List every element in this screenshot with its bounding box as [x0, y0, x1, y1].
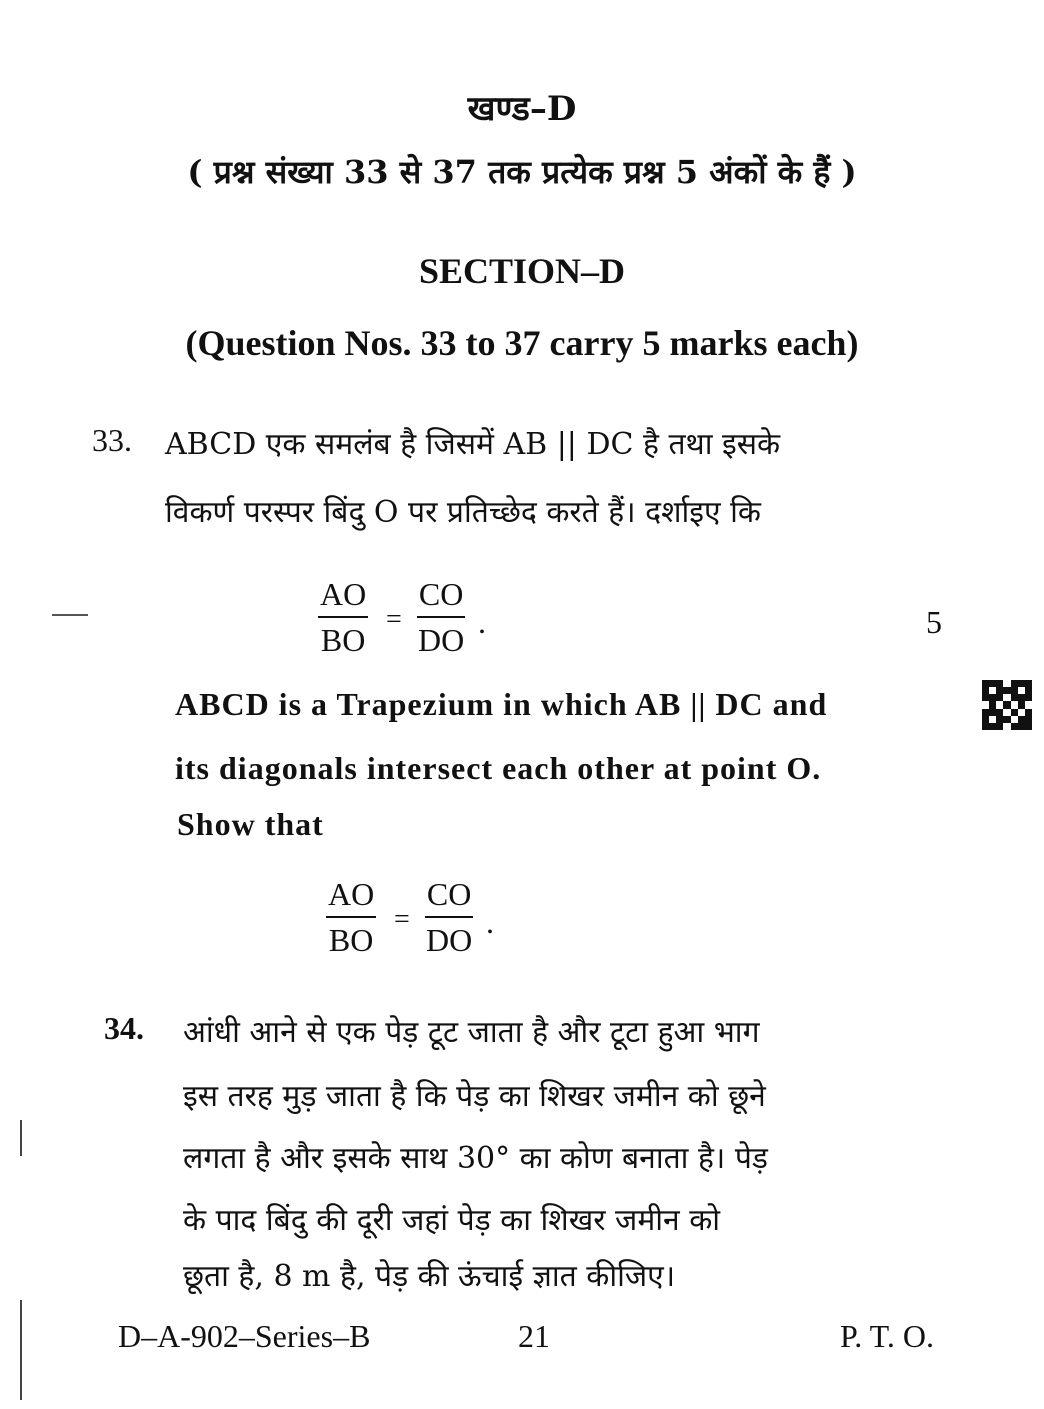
question-34-number: 34.	[104, 1010, 144, 1046]
fraction-numerator: CO	[425, 878, 473, 918]
question-34-line-4: के पाद बिंदु की दूरी जहां पेड़ का शिखर जमीन को	[183, 1203, 721, 1238]
question-34-line-3: लगता है और इसके साथ 30° का कोण बनाता है। पेड़	[183, 1141, 768, 1176]
fraction-numerator: AO	[326, 878, 376, 918]
fraction-denominator: BO	[320, 622, 366, 658]
fraction-denominator: DO	[418, 622, 465, 658]
page-number: 21	[518, 1318, 550, 1354]
question-33-number: 33.	[92, 422, 132, 458]
period: .	[478, 604, 486, 640]
fraction-co-do-english	[424, 878, 474, 956]
fraction-denominator: DO	[426, 922, 473, 958]
scan-margin-mark	[20, 1300, 22, 1400]
question-33-english-line-2: its diagonals intersect each other at point O.	[175, 750, 822, 786]
please-turn-over: P. T. O.	[840, 1318, 934, 1354]
fraction-ao-bo	[318, 578, 368, 656]
fraction-denominator: BO	[328, 922, 374, 958]
question-34-line-1: आंधी आने से एक पेड़ टूट जाता है और टूटा हुआ भाग	[183, 1015, 760, 1050]
question-33-hindi-line-1: ABCD एक समलंब है जिसमें AB || DC है तथा इसके	[165, 427, 781, 462]
equals-sign: =	[394, 904, 410, 935]
period: .	[486, 904, 494, 940]
section-subtitle-english: (Question Nos. 33 to 37 carry 5 marks each)	[185, 323, 859, 363]
section-title-hindi: खण्ड–D	[467, 89, 577, 129]
scan-stray-mark	[52, 614, 88, 616]
question-34-line-5: छूता है, 8 m है, पेड़ की ऊंचाई ज्ञात कीजिए।	[183, 1259, 676, 1294]
question-33-marks: 5	[926, 604, 942, 640]
section-title-english: SECTION–D	[418, 251, 626, 291]
scan-margin-mark	[20, 1120, 22, 1156]
question-33-english-line-3: Show that	[177, 806, 324, 842]
equals-sign: =	[386, 604, 402, 635]
section-subtitle-hindi: ( प्रश्न संख्या 33 से 37 तक प्रत्येक प्रश्न 5 अंकों के हैं )	[187, 153, 857, 191]
qr-code-icon	[982, 680, 1032, 730]
fraction-co-do	[416, 578, 466, 656]
question-33-hindi-line-2: विकर्ण परस्पर बिंदु O पर प्रतिच्छेद करते हैं। दर्शाइए कि	[165, 495, 761, 530]
paper-code: D–A-902–Series–B	[118, 1318, 371, 1354]
question-34-line-2: इस तरह मुड़ जाता है कि पेड़ का शिखर जमीन को छूने	[183, 1079, 766, 1114]
question-33-english-line-1: ABCD is a Trapezium in which AB || DC and	[175, 686, 828, 722]
fraction-numerator: AO	[318, 578, 368, 618]
fraction-numerator: CO	[417, 578, 465, 618]
fraction-ao-bo-english	[326, 878, 376, 956]
